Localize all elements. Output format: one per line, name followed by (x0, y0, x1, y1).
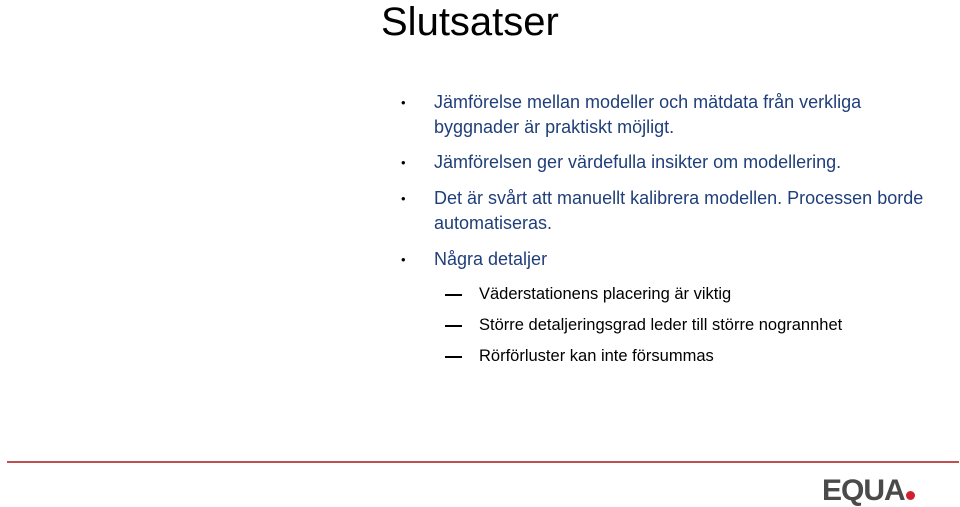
bullet-dot-icon: • (401, 95, 406, 110)
bullet-text: Jämförelsen ger värdefulla insikter om modellering. (434, 152, 842, 172)
sub-bullet-text: Rörförluster kan inte försummas (479, 347, 714, 365)
sub-bullet-text: Större detaljeringsgrad leder till större nogrannhet (479, 316, 843, 334)
bullet-text: Det är svårt att manuellt kalibrera modellen. Processen borde automatiseras. (434, 188, 924, 233)
sub-bullet-item (479, 314, 842, 336)
sub-bullet-item (479, 345, 714, 367)
bullet-dot-icon: • (401, 155, 406, 170)
logo-dot-icon (906, 491, 915, 500)
sub-bullet-text: Väderstationens placering är viktig (479, 285, 732, 303)
dash-icon (445, 356, 462, 358)
footer-divider (7, 461, 959, 463)
bullet-text: Några detaljer (434, 249, 548, 269)
sub-bullet-item (479, 283, 731, 305)
bullet-dot-icon: • (401, 191, 406, 206)
bullet-dot-icon: • (401, 252, 406, 267)
equa-logo (822, 476, 915, 506)
logo-text-qua: QUA (841, 474, 905, 507)
bullet-item (401, 247, 934, 272)
slide-title: Slutsatser (381, 0, 559, 44)
logo-text-e: E (822, 474, 842, 507)
bullet-item (401, 186, 944, 236)
bullet-item (401, 150, 934, 175)
bullet-item (401, 90, 934, 140)
dash-icon (445, 294, 462, 296)
dash-icon (445, 325, 462, 327)
bullet-text: Jämförelse mellan modeller och mätdata från verkliga byggnader är praktiskt möjligt. (434, 92, 862, 137)
